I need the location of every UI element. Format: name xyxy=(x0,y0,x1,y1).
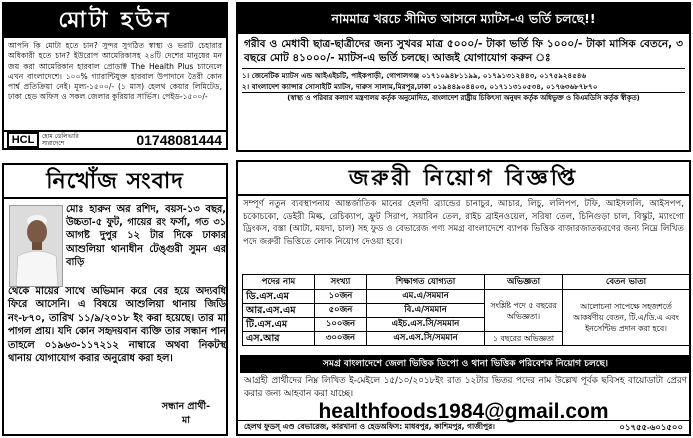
matts-ad-body: গরীব ও মেধাবী ছাত্র-ছাত্রীদের জন্য সুখবর মাত্র ৫০০০/- টাকা ভর্তি ফি ১০০০/- টাকা মাসিক বেতনে, ৩ বছরে মোট ৪১০০০/- ম্যাটস-এ ভর্তি চলছে। আজই যোগাযোগ করুন ঃ xyxy=(244,38,683,64)
matts-admission-ad xyxy=(236,2,691,152)
missing-ad-signature xyxy=(154,400,218,428)
job-post: ডি.এস.এম xyxy=(243,290,315,304)
matts-address-2: ২। বাংলাদেশ ক্যান্সার সোসাইটি ম্যাটস, দারুস সালাম,মিরপুর,ঢাকা ০১৯৪৪৯০৪৪০৩, ০১৭১১৩১০৫৩৪, ০১৭৬৩৬৮৭৮৭০ xyxy=(242,81,598,91)
job-post: এস.আর xyxy=(243,332,315,346)
matts-ad-title: নামমাত্র খরচে সীমিত আসনে ম্যাটস-এ ভর্তি চলছে!! xyxy=(238,4,689,34)
matts-ad-addresses xyxy=(242,68,685,92)
missing-ad-text-top: মোঃ হারুন অর রশিদ, বয়স-১৩ বছর, উচ্চতা-৫ ফুট, গায়ের রং ফর্সা, গত ৩১ আগষ্ট দুপুর ১২ টার দিকে ঢাকার আশুলিয়া থানাধীন টেঙ্গুরী সুমন এর বাড়ি xyxy=(66,204,226,268)
jobs-ad-body: সম্পূর্ণ নতুন ব্যবস্থাপনায় আন্তর্জাতিক মানের হেলদী ব্র্যান্ডের চানাচুর, আচার, লিচু, ললিপপ, টফি, আইসললি, আইসপপ, চকোচকো, ডেইরী মিল্ক, রেচিক্যাপ, ফ্রুট সিরাপ, সয়াবিন তেল, রাইচ ব্রাইনওয়েল, সরিষা তেল, চিনিগুড়া চাল, বিস্কুট, ম্যাংগো ড্রিংকস, বস্তা (আটা, ময়দা, চাল) সহ ফুড ও বেভারেজ পণ্য সমগ্র বাংলাদেশে ব্যাপক ভিত্তিক বাজারজাতকরণের জন্য নিম্নে লিখিত পদে জরুরী ভিত্তিতে লোক নিয়োগ দেওয়া হবে। xyxy=(243,199,684,247)
hcl-logo: HCL xyxy=(7,132,39,148)
missing-person-photo xyxy=(9,205,63,287)
jobs-ad-apply-text: আগ্রহী প্রার্থীদের নিম্ন লিখিত ই-মেইলে ১৫/১০/২০১৮ইং রাত ১২টার ভিতর পদের নাম উল্লেখ পূর্বক ছবিসহ বায়োডাটা প্রেরণ করার জন্য আহবান করা যাচ্ছে। xyxy=(244,376,687,399)
missing-ad-title: নিখোঁজ সংবাদ xyxy=(4,165,226,199)
job-experience: সংশ্লিষ্ট পদে ৫ বছরের অভিজ্ঞতা। xyxy=(485,290,563,332)
mota-ad-footer xyxy=(4,130,226,148)
mota-ad-title: মোটা হউন xyxy=(4,4,226,38)
job-post: আর.এস.এম xyxy=(243,304,315,318)
right-column xyxy=(236,0,693,438)
matts-address-1: ১। জেনেটিক ম্যাটস এন্ড আইএইচটি, পাইকপাড়ী, গোপালগঞ্জ ০১৭১০৯৪৮১১৯৯, ০১৭৯১৩১২৪৪৩, ০১৭৫৯২৪৫৪৬ xyxy=(242,71,587,80)
jobs-ad-title: জরুরী নিয়োগ বিজ্ঞপ্তি xyxy=(238,162,689,196)
mota-houn-ad xyxy=(2,2,228,150)
missing-sign-label: সন্ধান প্রার্থী- xyxy=(161,401,211,412)
job-count: ১০জন xyxy=(315,290,367,304)
job-education: এইচ.এস.সি/সমমান xyxy=(367,318,485,332)
left-column xyxy=(0,0,230,438)
mota-ad-phone: 01748081444 xyxy=(136,132,222,148)
missing-ad-text-bottom: থেকে মায়ের সাথে অভিমান করে বের হয়ে অদ্যবধি ফিরে আসেনি। এ বিষয়ে আশুলিয়া থানায় জিডি নং-৮৭০, তারিখ ১১/৯/২০১৮ ইং করা হয়েছে। তার মা পাগল প্রায়। যদি কোন সহৃদয়বান ব্যক্তি তার সন্ধান পান তাহলে ০১৯৬৩-১১৭২১২ নাম্বারে অথবা নিকটস্থ থানায় যোগাযোগ করার অনুরোধ করা হল। xyxy=(8,286,226,365)
jobs-ad-banner: সমগ্র বাংলাদেশে জেলা ভিত্তিক ডিপো ও থানা ভিত্তিক পরিবেশক নিয়োগ চলছে। xyxy=(240,355,691,373)
jobs-ad-email: healthfoods1984@gmail.com xyxy=(318,400,609,423)
jobs-header-post: পদের নাম xyxy=(243,275,315,290)
job-count: ১০০জন xyxy=(315,318,367,332)
jobs-header-education: শিক্ষাগত যোগ্যতা xyxy=(367,275,485,290)
matts-ad-note: (স্বাস্থ্য ও পরিবার কল্যাণ মন্ত্রণালয় কর্তৃক অনুমোদিত, বাংলাদেশ রাষ্ট্রীয় চিকিৎসা অনুষদ কর্তৃক অধিভুক্ত ও বিএমডিসি কর্তৃক স্বীকৃত) xyxy=(242,92,685,104)
jobs-footer-phone: ০১৭৫৫-৬০১৫০০ xyxy=(619,421,683,432)
jobs-table xyxy=(242,274,690,346)
table-row xyxy=(243,290,690,304)
jobs-footer-company: হেলথ ফুডস্ এণ্ড বেভারেজ, কারখানা ও হেডঅফিস: মাধবপুর, কাশিমপুর, গাজীপুর। xyxy=(244,421,495,431)
jobs-header-count: সংখ্যা xyxy=(315,275,367,290)
job-post: টি.এস.এম xyxy=(243,318,315,332)
mota-ad-location: হোম ডেলিভারি সারাদেশে xyxy=(42,133,79,147)
job-salary: আলোচনা সাপেক্ষে সহজশর্তে আকর্ষণীয় বেতন, টি.এ/ডি.এ এবং ইনসেন্টিভ প্রদান করা হবে। xyxy=(563,290,690,346)
missing-sign-name: মা xyxy=(181,415,191,426)
jobs-header-salary: বেতন ভাতা xyxy=(563,275,690,290)
job-count: ৩০০জন xyxy=(315,332,367,346)
jobs-table-header-row xyxy=(243,275,690,290)
job-education: এম.এ/সমমান xyxy=(367,290,485,304)
job-education: এস.এস.সি/সমমান xyxy=(367,332,485,346)
job-count: ৫০জন xyxy=(315,304,367,318)
missing-person-ad xyxy=(2,163,228,436)
job-experience-sr: ১ বছরের অভিজ্ঞতা xyxy=(485,332,563,346)
jobs-ad-footer xyxy=(238,420,689,434)
mota-ad-body: আপনি কি মোটা হতে চান? সুন্দর সুগঠিত স্বাস্থ্য ও ভরাট চেহারার অধিকারী হতে চান? ইউরোপ আমেরিকাসহ ২৪টি দেশের মানুষের মন জয় করা আমেরিকান হারবাল প্রোডাক্ট The Health Plus চ্যানেলে এখন বাংলাদেশে। ১০০% গ্যারান্টিযুক্ত হারবাল উপাদানে তৈরী কোন পার্শ্ব প্রতিক্রিয়া নেই। মূল্য-১৫০০/- (১ মাস) হেলথ কেয়ার লিমিটেড, ঢাকা হেড অফিস ও সকল জেলার কুরিয়ার সার্ভিস। পেইড-১৫০০/- xyxy=(8,41,222,102)
jobs-header-experience: অভিজ্ঞতা xyxy=(485,275,563,290)
job-recruitment-ad xyxy=(236,160,691,436)
job-education: বি.এ/সমমান xyxy=(367,304,485,318)
